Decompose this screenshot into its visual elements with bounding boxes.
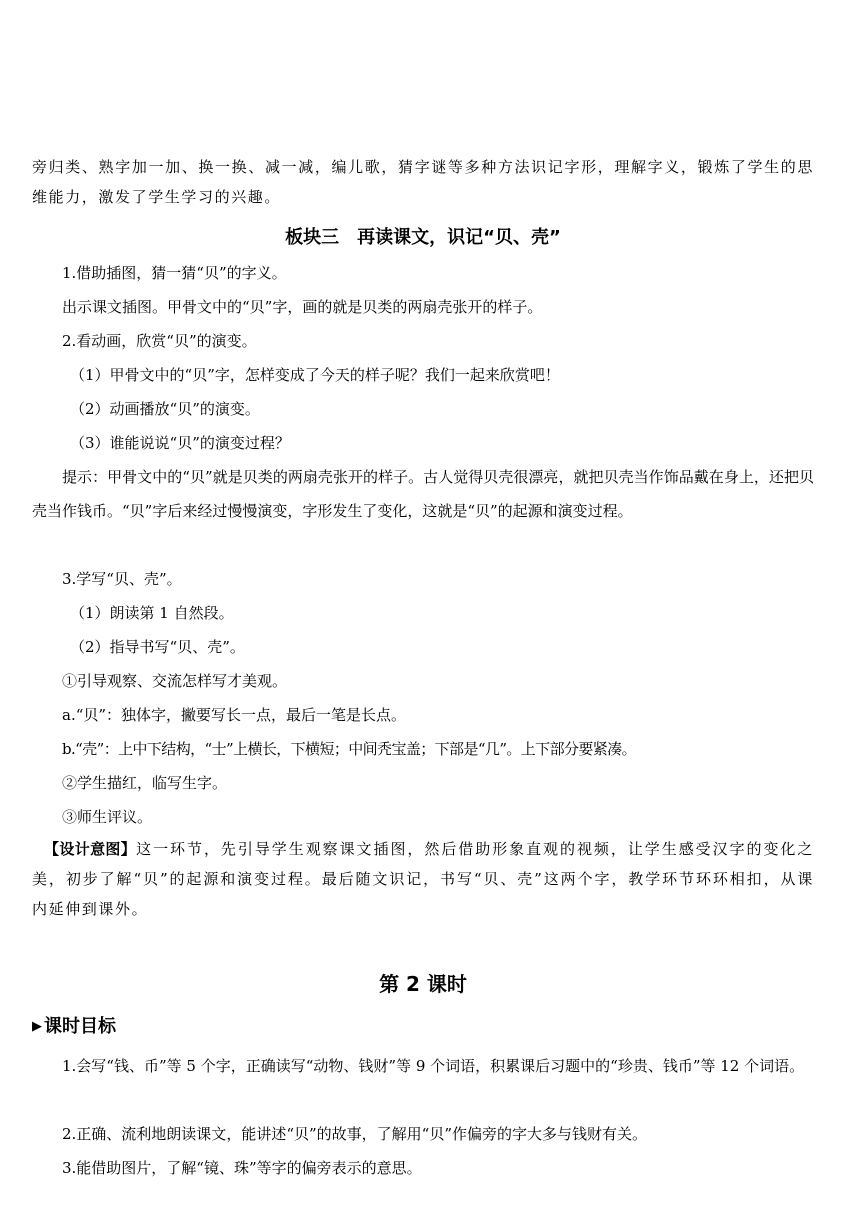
triangle-marker-icon: ▶	[32, 1019, 42, 1034]
section3-item-10: （2）指导书写“贝、壳”。	[70, 638, 245, 656]
section3-item-11: ①引导观察、交流怎样写才美观。	[62, 672, 288, 690]
lesson-goal-2: 2.正确、流利地朗读课文，能讲述“贝”的故事，了解用“贝”作偏旁的字大多与钱财有关。	[62, 1125, 647, 1143]
section3-hint: 提示：甲骨文中的“贝”就是贝类的两扇壳张开的样子。古人觉得贝壳很漂亮，就把贝壳当作饰品戴在身上，还把贝壳当作钱币。“贝”字后来经过慢慢演变，字形发生了变化，这就是“贝”的起源和演变过程。	[32, 468, 814, 520]
section3-item-5: （2）动画播放“贝”的演变。	[70, 400, 260, 418]
section3-item-12: a.“贝”：独体字，撇要写长一点，最后一笔是长点。	[62, 706, 407, 724]
intro-paragraph: 旁归类、熟字加一加、换一换、减一减，编儿歌，猜字谜等多种方法识记字形，理解字义，锻炼了学生的思维能力，激发了学生学习的兴趣。	[32, 158, 814, 206]
section3-title: 板块三 再读课文，识记“贝、壳”	[285, 227, 561, 248]
section3-item-14: ②学生描红，临写生字。	[62, 774, 228, 792]
design-intent-label: 【设计意图】	[44, 840, 137, 858]
lesson-goal-1: 1.会写“钱、币”等 5 个字，正确读写“动物、钱财”等 9 个词语，积累课后习题中的“珍贵、钱币”等 12 个词语。	[62, 1057, 805, 1075]
section3-item-6: （3）谁能说说“贝”的演变过程？	[70, 434, 290, 452]
section3-item-1: 1.借助插图，猜一猜“贝”的字义。	[62, 264, 287, 282]
lesson-goals-heading	[32, 1013, 116, 1041]
section3-item-13: b.“壳”：上中下结构，“士”上横长，下横短；中间秃宝盖；下部是“几”。上下部分要紧凑。	[62, 740, 636, 758]
section3-item-3: 2.看动画，欣赏“贝”的演变。	[62, 332, 257, 350]
section3-item-4: （1）甲骨文中的“贝”字，怎样变成了今天的样子呢？我们一起来欣赏吧！	[70, 366, 560, 384]
section3-item-2: 出示课文插图。甲骨文中的“贝”字，画的就是贝类的两扇壳张开的样子。	[62, 298, 543, 316]
section3-item-8: 3.学写“贝、壳”。	[62, 570, 182, 588]
section3-item-9: （1）朗读第 1 自然段。	[70, 604, 234, 622]
lesson-goal-3: 3.能借助图片，了解“镜、珠”等字的偏旁表示的意思。	[62, 1159, 422, 1177]
lesson2-title: 第 2 课时	[379, 972, 467, 996]
section3-item-15: ③师生评议。	[62, 808, 153, 826]
design-intent-paragraph	[32, 834, 814, 924]
lesson-goals-title: 课时目标	[44, 1016, 116, 1037]
design-intent-text: 这一环节，先引导学生观察课文插图，然后借助形象直观的视频，让学生感受汉字的变化之美，初步了解“贝”的起源和演变过程。最后随文识记，书写“贝、壳”这两个字，教学环节环环相扣，从课内延伸到课外。	[32, 840, 814, 918]
